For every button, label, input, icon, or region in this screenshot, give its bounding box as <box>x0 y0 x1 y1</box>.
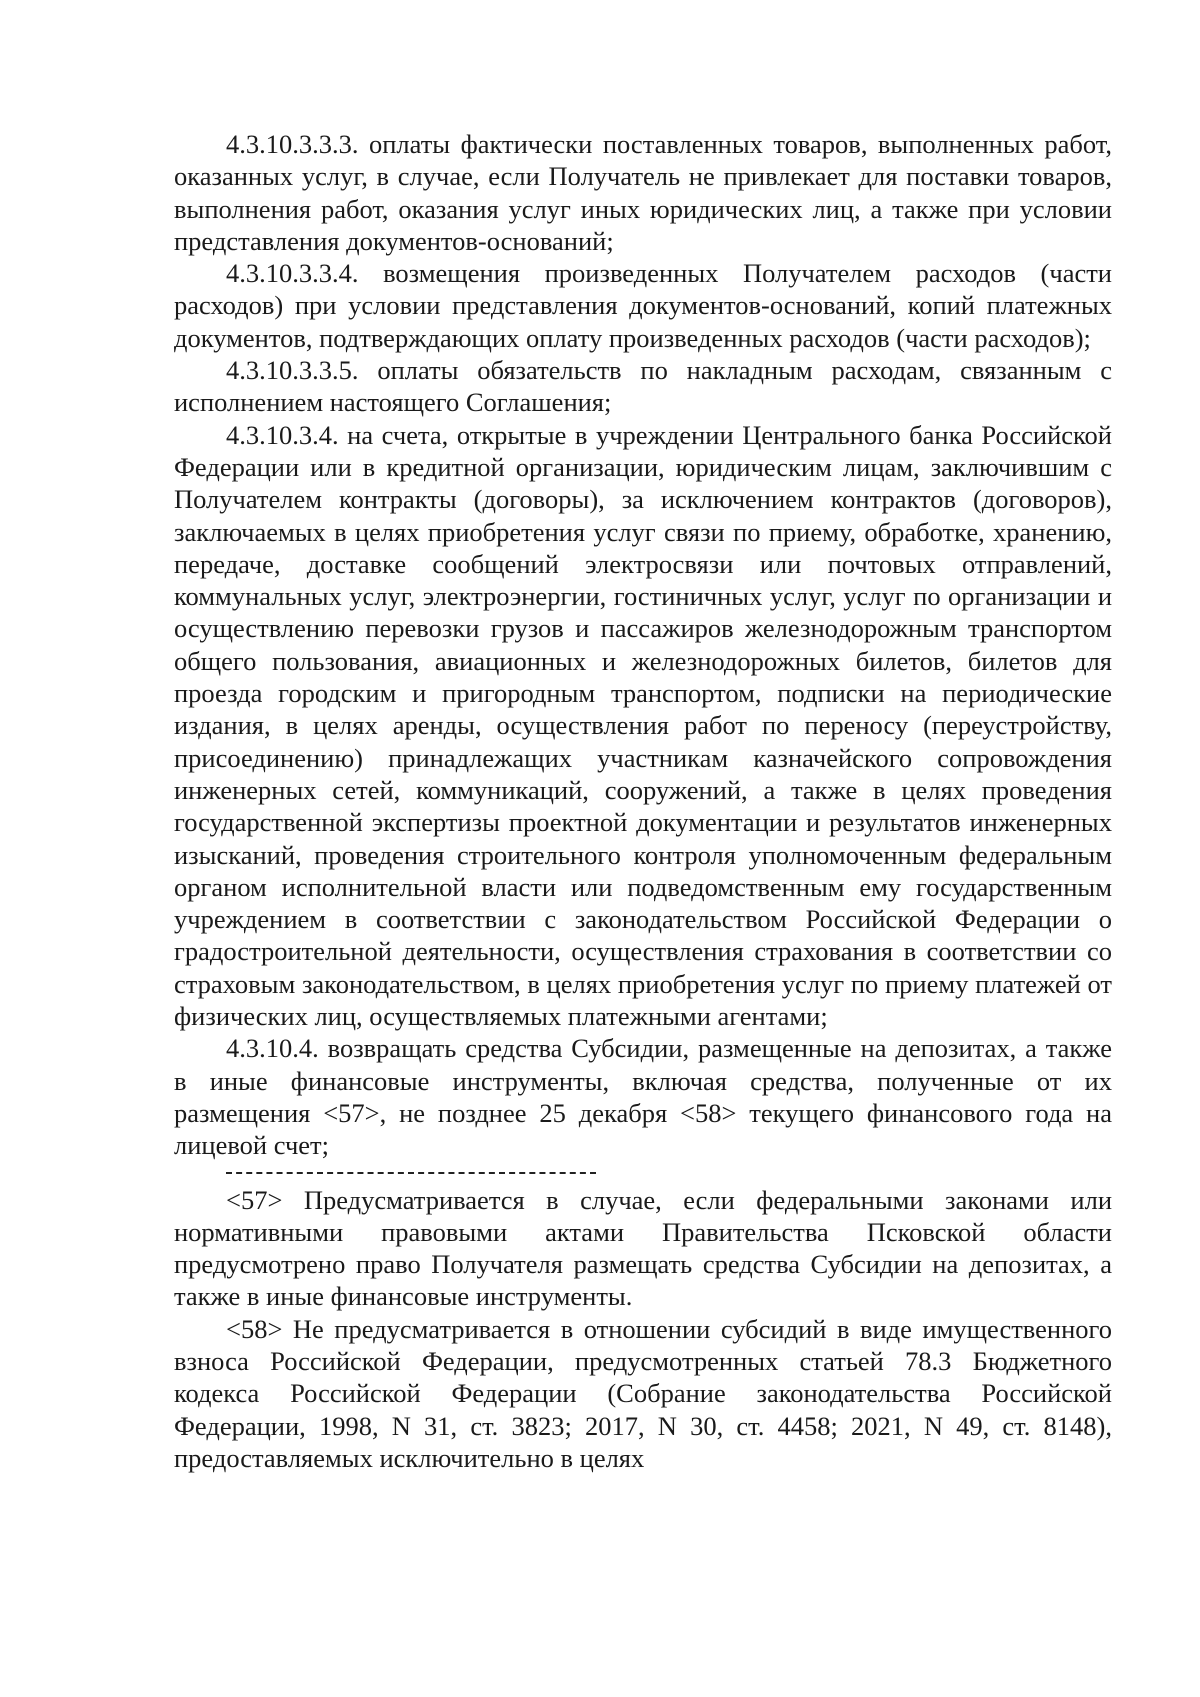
body-text <box>174 128 1112 1162</box>
paragraph-4-3-10-4: 4.3.10.4. возвращать средства Субсидии, размещенные на депозитах, а также в иные финансовые инструменты, включая средства, полученные от их размещения <57>, не позднее 25 декабря <58> текущего финансового года на лицевой счет; <box>174 1033 1112 1161</box>
paragraph-4-3-10-3-4: 4.3.10.3.4. на счета, открытые в учреждении Центрального банка Российской Федерации или в кредитной организации, юридическим лицам, заключившим с Получателем контракты (договоры), за исключением контрактов (договоров), заключаемых в целях приобретения услуг связи по приему, обработке, хранению, передаче, доставке сообщений электросвязи или почтовых отправлений, коммунальных услуг, электроэнергии, гостиничных услуг, услуг по организации и осуществлению перевозки грузов и пассажиров железнодорожным транспортом общего пользования, авиационных и железнодорожных билетов, билетов для проезда городским и пригородным транспортом, подписки на периодические издания, в целях аренды, осуществления работ по переносу (переустройству, присоединению) принадлежащих участникам казначейского сопровождения инженерных сетей, коммуникаций, сооружений, а также в целях проведения государственной экспертизы проектной документации и результатов инженерных изысканий, проведения строительного контроля уполномоченным федеральным органом исполнительной власти или подведомственным ему государственным учреждением в соответствии с законодательством Российской Федерации о градостроительной деятельности, осуществления страхования в соответствии со страховым законодательством, в целях приобретения услуг по приему платежей от физических лиц, осуществляемых платежными агентами; <box>174 419 1112 1032</box>
paragraph-4-3-10-3-3-5: 4.3.10.3.3.5. оплаты обязательств по накладным расходам, связанным с исполнением настоящего Соглашения; <box>174 355 1112 418</box>
footnote-57: <57> Предусматривается в случае, если федеральными законами или нормативными правовыми актами Правительства Псковской области предусмотрено право Получателя размещать средства Субсидии на депозитах, а также в иные финансовые инструменты. <box>174 1184 1112 1312</box>
paragraph-4-3-10-3-3-4: 4.3.10.3.3.4. возмещения произведенных Получателем расходов (части расходов) при условии представления документов-оснований, копий платежных документов, подтверждающих оплату произведенных расходов (части расходов); <box>174 258 1112 353</box>
document-page <box>174 128 1112 1474</box>
footnote-separator <box>226 1172 596 1174</box>
paragraph-4-3-10-3-3-3: 4.3.10.3.3.3. оплаты фактически поставленных товаров, выполненных работ, оказанных услуг, в случае, если Получатель не привлекает для поставки товаров, выполнения работ, оказания услуг иных юридических лиц, а также при условии представления документов-оснований; <box>174 129 1112 256</box>
footnote-58: <58> Не предусматривается в отношении субсидий в виде имущественного взноса Российской Федерации, предусмотренных статьей 78.3 Бюджетного кодекса Российской Федерации (Собрание законодательства Российской Федерации, 1998, N 31, ст. 3823; 2017, N 30, ст. 4458; 2021, N 49, ст. 8148), предоставляемых исключительно в целях <box>174 1313 1112 1473</box>
footnotes <box>174 1184 1112 1475</box>
